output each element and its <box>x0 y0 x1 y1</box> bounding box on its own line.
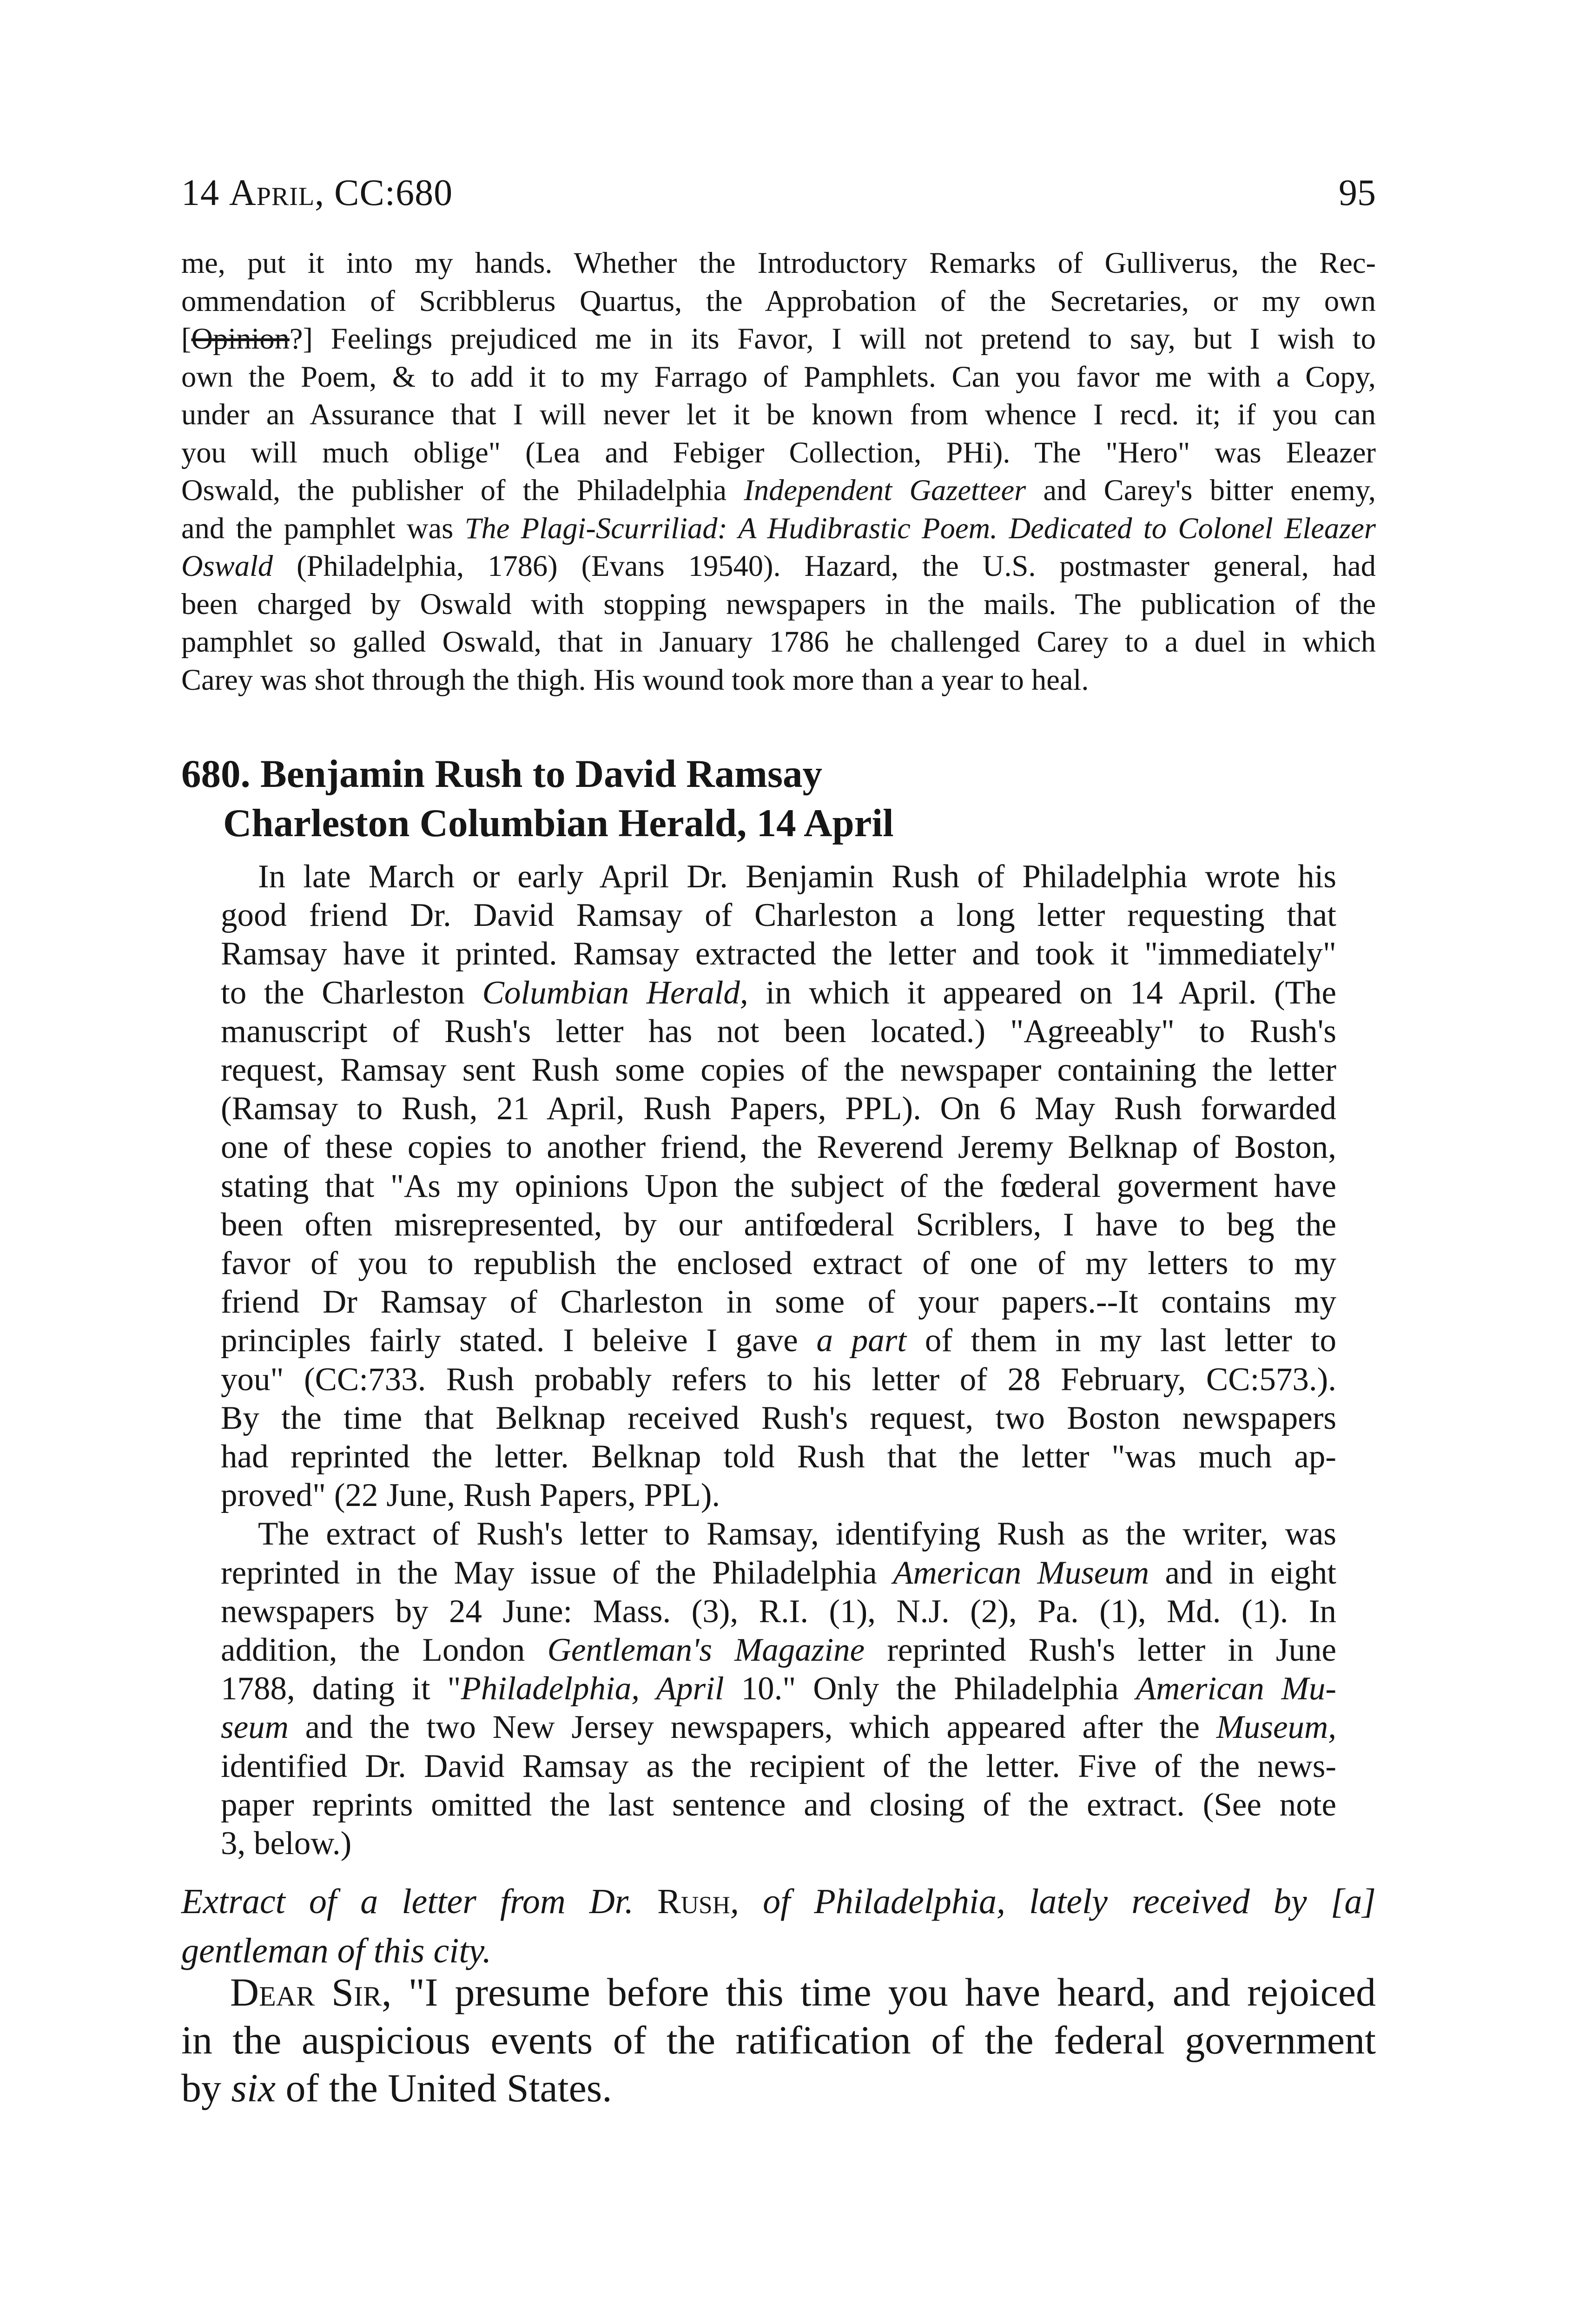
note-line: pamphlet so galled Oswald, that in January 1786 he challenged Carey to a duel in which <box>181 625 1376 658</box>
italic-title: Gentleman's Magazine <box>547 1632 865 1669</box>
italic-title: American Museum <box>893 1554 1149 1591</box>
document-heading <box>181 749 1376 848</box>
intro-text: reprinted in the May issue of the Philadelphia <box>221 1554 893 1591</box>
letter-line <box>181 2064 1376 2112</box>
intro-line: The extract of Rush's letter to Ramsay, identifying Rush as the writer, was <box>258 1516 1336 1552</box>
intro-line: paper reprints omitted the last sentence and closing of the extract. (See note <box>221 1786 1336 1823</box>
intro-text: of them in my last letter to <box>906 1322 1336 1359</box>
struck-word: Opinion <box>191 322 290 355</box>
intro-text: 10." Only the Philadelphia <box>724 1670 1136 1707</box>
note-line <box>181 509 1376 548</box>
italic-title: Independent Gazetteer <box>744 474 1026 507</box>
salutation: Dear Sir, <box>230 1970 392 2014</box>
letter-text: "I presume before this time you have heard, and rejoiced <box>391 1970 1376 2014</box>
extract-title-line: gentleman of this city. <box>181 1931 492 1970</box>
running-head-day: 14 <box>181 172 229 213</box>
intro-line <box>221 1670 1336 1708</box>
intro-line: manuscript of Rush's letter has not been located.) "Agreeably" to Rush's <box>221 1013 1336 1050</box>
letter-text: of the United States. <box>276 2066 612 2110</box>
intro-text: reprinted Rush's letter in June <box>865 1632 1336 1669</box>
intro-line: had reprinted the letter. Belknap told Rush that the letter "was much ap- <box>221 1439 1336 1475</box>
note-text: ?] Feelings prejudiced me in its Favor, I will not pretend to say, but I wish to <box>289 322 1376 355</box>
running-head-month: April <box>229 172 315 213</box>
note-line: Carey was shot through the thigh. His wound took more than a year to heal. <box>181 663 1089 696</box>
note-line <box>181 547 1376 585</box>
italic-emphasis: six <box>231 2066 276 2110</box>
note-line: ommendation of Scribblerus Quartus, the Approbation of the Secretaries, or my own <box>181 284 1376 317</box>
intro-line: friend Dr Ramsay of Charleston in some of your papers.--It contains my <box>221 1284 1336 1320</box>
italic-title: Columbian Herald, <box>482 974 748 1011</box>
italic-title: American Mu- <box>1136 1670 1336 1707</box>
letter-line <box>181 1968 1376 2016</box>
intro-line: favor of you to republish the enclosed extract of one of my letters to my <box>221 1245 1336 1282</box>
intro-line: (Ramsay to Rush, 21 April, Rush Papers, PPL). On 6 May Rush forwarded <box>221 1090 1336 1127</box>
italic-title: Oswald <box>181 549 273 582</box>
letter-line: in the auspicious events of the ratification of the federal government <box>181 2018 1376 2062</box>
intro-line: newspapers by 24 June: Mass. (3), R.I. (1), N.J. (2), Pa. (1), Md. (1). In <box>221 1593 1336 1630</box>
bracket-open: [ <box>181 322 192 355</box>
intro-line <box>221 974 1336 1012</box>
author-name: Rush <box>657 1882 730 1921</box>
intro-text: addition, the London <box>221 1632 548 1669</box>
intro-line: one of these copies to another friend, the Reverend Jeremy Belknap of Boston, <box>221 1129 1336 1166</box>
intro-line: stating that "As my opinions Upon the subject of the fœderal goverment have <box>221 1168 1336 1204</box>
note-line: me, put it into my hands. Whether the Introductory Remarks of Gulliverus, the Rec- <box>181 246 1376 279</box>
intro-line <box>221 1631 1336 1670</box>
intro-line: 3, below.) <box>221 1825 352 1862</box>
italic-title: The Plagi-Scurriliad: A Hudibrastic Poem. Dedicated to Colonel Eleazer <box>464 511 1376 545</box>
heading-title: 680. Benjamin Rush to David Ramsay <box>181 752 823 796</box>
extract-title-text: Extract of a letter from Dr. <box>181 1882 658 1921</box>
intro-line: By the time that Belknap received Rush's request, two Boston newspapers <box>221 1400 1336 1436</box>
intro-text: and the two New Jersey newspapers, which appeared after the <box>288 1709 1216 1746</box>
note-line: under an Assurance that I will never let it be known from whence I recd. it; if you can <box>181 398 1376 431</box>
note-text: Oswald, the publisher of the Philadelphia <box>181 474 744 507</box>
intro-line <box>221 1321 1336 1360</box>
running-head <box>181 167 1376 218</box>
extract-title-line <box>181 1877 1376 1926</box>
running-head-citation: , CC:680 <box>315 172 453 213</box>
letter-text: by <box>181 2066 231 2110</box>
intro-line: you" (CC:733. Rush probably refers to his letter of 28 February, CC:573.). <box>221 1361 1336 1398</box>
intro-line: proved" (22 June, Rush Papers, PPL). <box>221 1477 720 1514</box>
intro-line: request, Ramsay sent Rush some copies of the newspaper containing the letter <box>221 1052 1336 1089</box>
intro-line <box>221 1708 1336 1747</box>
extract-title-text: , of Philadelphia, lately received by [a] <box>730 1882 1376 1921</box>
note-line <box>181 471 1376 509</box>
intro-text: principles fairly stated. I beleive I gave <box>221 1322 817 1359</box>
intro-line: Ramsay have it printed. Ramsay extracted the letter and took it "immediately" <box>221 936 1336 972</box>
note-line <box>181 320 1376 358</box>
intro-text: 1788, dating it " <box>221 1670 461 1707</box>
intro-line: good friend Dr. David Ramsay of Charleston a long letter requesting that <box>221 897 1336 934</box>
note-text: and the pamphlet was <box>181 511 465 545</box>
italic-title: seum <box>221 1709 289 1746</box>
heading-source: Charleston Columbian Herald, 14 April <box>223 801 894 845</box>
note-line: own the Poem, & to add it to my Farrago of Pamphlets. Can you favor me with a Copy, <box>181 360 1376 393</box>
intro-line: identified Dr. David Ramsay as the recipient of the letter. Five of the news- <box>221 1748 1336 1784</box>
intro-line: In late March or early April Dr. Benjamin Rush of Philadelphia wrote his <box>258 858 1336 895</box>
intro-line: been often misrepresented, by our antifœderal Scriblers, I have to beg the <box>221 1206 1336 1243</box>
letter-body <box>181 1968 1376 2112</box>
intro-text: to the Charleston <box>221 974 482 1011</box>
italic-title: Museum, <box>1216 1709 1336 1746</box>
note-line: you will much oblige" (Lea and Febiger Collection, PHi). The "Hero" was Eleazer <box>181 436 1376 469</box>
note-line: been charged by Oswald with stopping newspapers in the mails. The publication of the <box>181 587 1376 621</box>
note-text: (Philadelphia, 1786) (Evans 19540). Hazard, the U.S. postmaster general, had <box>273 549 1376 582</box>
footnote-continuation <box>181 244 1376 699</box>
intro-line <box>221 1554 1336 1592</box>
intro-text: and in eight <box>1149 1554 1336 1591</box>
page-number: 95 <box>1339 172 1376 213</box>
extract-title <box>181 1877 1376 1975</box>
italic-dateline: Philadelphia, April <box>461 1670 724 1707</box>
editorial-introduction <box>221 858 1336 1863</box>
intro-text: in which it appeared on 14 April. (The <box>748 974 1336 1011</box>
italic-emphasis: a part <box>816 1322 907 1359</box>
note-text: and Carey's bitter enemy, <box>1026 474 1376 507</box>
running-head-date-citation <box>181 167 453 218</box>
